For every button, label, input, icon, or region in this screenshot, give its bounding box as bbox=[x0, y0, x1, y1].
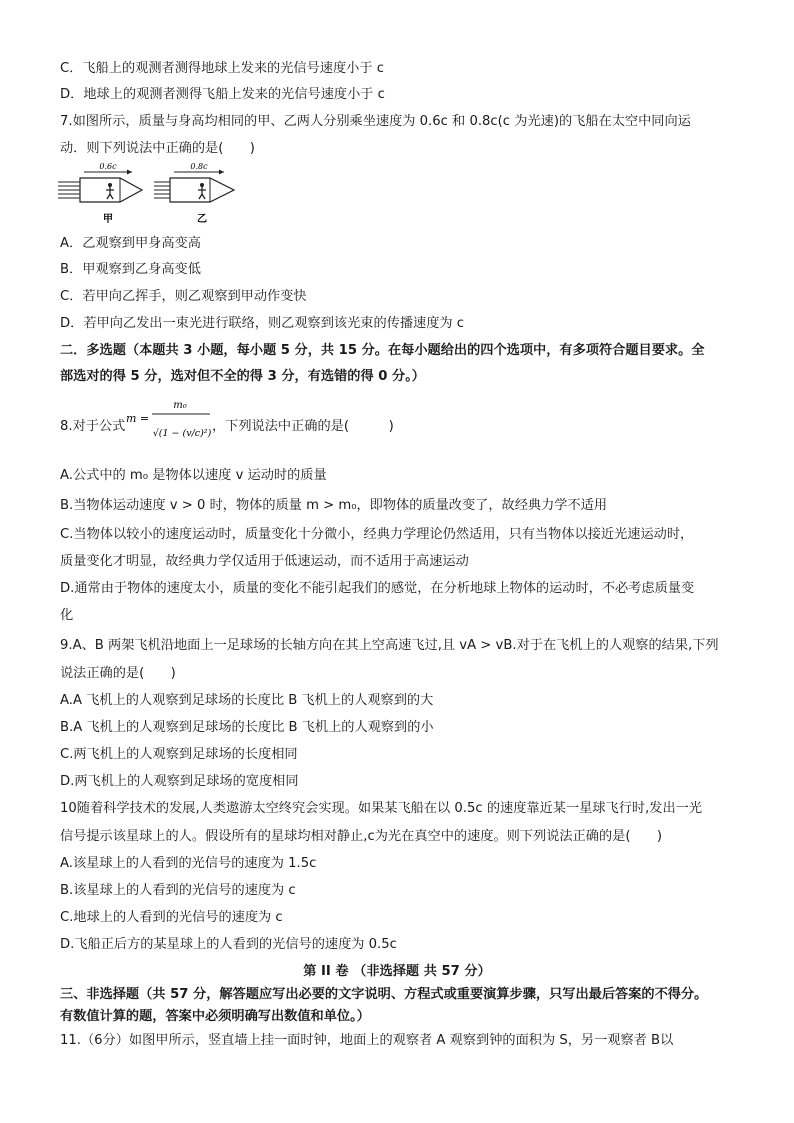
q7-option-b: B．甲观察到乙身高变低 bbox=[60, 262, 201, 277]
q7-option-d: D．若甲向乙发出一束光进行联络，则乙观察到该光束的传播速度为 c bbox=[60, 316, 465, 331]
section3-heading-line1: 三、非选择题（共 57 分，解答题应写出必要的文字说明、方程式或重要演算步骤，只写出最后答案的不得分。 bbox=[60, 987, 708, 1002]
q9-option-d: D.两飞机上的人观察到足球场的宽度相同 bbox=[60, 774, 299, 789]
q6-option-d: D．地球上的观测者测得飞船上发来的光信号速度小于 c bbox=[60, 87, 385, 102]
q8-option-d-line1: D.通常由于物体的速度太小，质量的变化不能引起我们的感觉，在分析地球上物体的运动时，不必考虑质量变 bbox=[60, 581, 695, 596]
q8-stem-suffix: ，下列说法中正确的是( ) bbox=[212, 419, 394, 434]
spaceship-yi bbox=[170, 178, 234, 202]
q10-stem-line2: 信号提示该星球上的人。假设所有的星球均相对静止,c为光在真空中的速度。则下列说法正确的是( ) bbox=[60, 829, 662, 844]
spaceship-figure bbox=[58, 160, 258, 230]
relativistic-mass-formula bbox=[126, 394, 212, 448]
section3-heading-line2: 有数值计算的题，答案中必须明确写出数值和单位。） bbox=[60, 1009, 370, 1024]
spaceship-jia bbox=[80, 178, 142, 202]
q7-stem-line2: 动．则下列说法中正确的是( ) bbox=[60, 141, 255, 156]
speed-label-jia: 0.6c bbox=[99, 162, 117, 171]
formula-numerator: m₀ bbox=[173, 400, 187, 411]
q6-option-c: C．飞船上的观测者测得地球上发来的光信号速度小于 c bbox=[60, 61, 384, 76]
q8-option-c-line2: 质量变化才明显，故经典力学仅适用于低速运动，而不适用于高速运动 bbox=[60, 554, 469, 569]
q7-stem-line1: 7.如图所示，质量与身高均相同的甲、乙两人分别乘坐速度为 0.6c 和 0.8c(c 为光速)的飞船在太空中同向运 bbox=[60, 114, 691, 129]
q8-option-c-line1: C.当物体以较小的速度运动时，质量变化十分微小，经典力学理论仍然适用，只有当物体以接近光速运动时， bbox=[60, 527, 694, 542]
q8-option-a: A.公式中的 m₀ 是物体以速度 v 运动时的质量 bbox=[60, 468, 327, 483]
q9-option-b: B.A 飞机上的人观察到足球场的长度比 B 飞机上的人观察到的小 bbox=[60, 720, 434, 735]
svg-text:m =: m = bbox=[126, 412, 150, 425]
q8-option-d-line2: 化 bbox=[60, 608, 74, 623]
q7-option-c: C．若甲向乙挥手，则乙观察到甲动作变快 bbox=[60, 289, 307, 304]
q9-option-c: C.两飞机上的人观察到足球场的长度相同 bbox=[60, 747, 298, 762]
q9-option-a: A.A 飞机上的人观察到足球场的长度比 B 飞机上的人观察到的大 bbox=[60, 693, 434, 708]
q10-stem-line1: 10随着科学技术的发展,人类遨游太空终究会实现。如果某飞船在以 0.5c 的速度靠近某一星球飞行时,发出一光 bbox=[60, 801, 703, 816]
q7-option-a: A．乙观察到甲身高变高 bbox=[60, 236, 201, 251]
formula-denominator: √(1 − (v/c)²) bbox=[152, 428, 212, 439]
label-jia: 甲 bbox=[103, 214, 113, 225]
section2-heading-line1: 二．多选题（本题共 3 小题，每小题 5 分，共 15 分。在每小题给出的四个选项中，有多项符合题目要求。全 bbox=[60, 343, 705, 358]
q10-option-a: A.该星球上的人看到的光信号的速度为 1.5c bbox=[60, 856, 317, 871]
q9-stem-line1: 9.A、B 两架飞机沿地面上一足球场的长轴方向在其上空高速飞过,且 vA > vB.对于在飞机上的人观察的结果,下列 bbox=[60, 638, 719, 653]
q9-stem-line2: 说法正确的是( ) bbox=[60, 666, 176, 681]
q10-option-b: B.该星球上的人看到的光信号的速度为 c bbox=[60, 883, 296, 898]
section2-heading-line2: 部选对的得 5 分，选对但不全的得 3 分，有选错的得 0 分。） bbox=[60, 369, 425, 384]
part2-title: 第 II 卷 （非选择题 共 57 分） bbox=[303, 964, 491, 979]
q10-option-c: C.地球上的人看到的光信号的速度为 c bbox=[60, 910, 283, 925]
label-yi: 乙 bbox=[197, 214, 207, 225]
q8-stem-prefix: 8.对于公式 bbox=[60, 419, 126, 434]
q8-option-b: B.当物体运动速度 v > 0 时，物体的质量 m > m₀，即物体的质量改变了，故经典力学不适用 bbox=[60, 498, 608, 513]
q11-stem-line1: 11.（6分）如图甲所示，竖直墙上挂一面时钟，地面上的观察者 A 观察到钟的面积为 S，另一观察者 B以 bbox=[60, 1033, 674, 1048]
speed-label-yi: 0.8c bbox=[190, 162, 208, 171]
q10-option-d: D.飞船正后方的某星球上的人看到的光信号的速度为 0.5c bbox=[60, 937, 397, 952]
